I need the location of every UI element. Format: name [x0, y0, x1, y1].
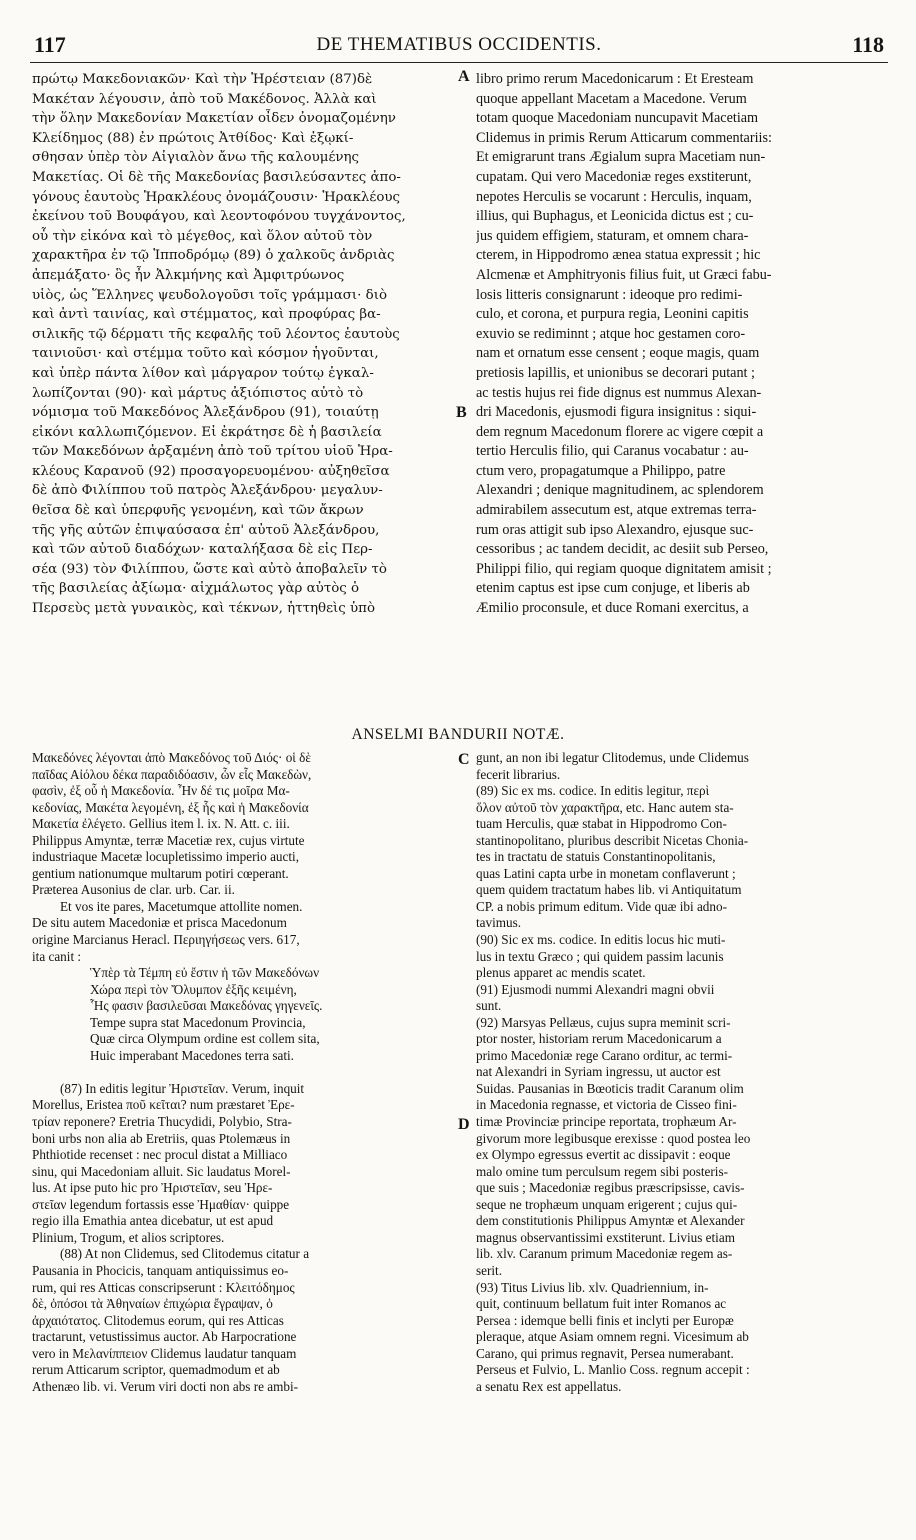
- latin-text-line: illius, qui Buphagus, et Leonicida dictus est ; cu-: [476, 208, 754, 225]
- left-page-number: 117: [34, 32, 66, 57]
- note-line: boni urbs non alia ab Eretriis, quas Ptolemæus in: [32, 1130, 291, 1146]
- note-line: industriaque Macetæ locupletissimo imperio aucti,: [32, 849, 299, 865]
- note-line: Pausania in Phocicis, tanquam antiquissimus eo-: [32, 1262, 289, 1278]
- notes-right-column: [476, 750, 888, 1395]
- latin-text-line: tertio Herculis filio, qui Caranus vocabatur : au-: [476, 443, 749, 460]
- note-line: ὅλον αὐτοῦ τὸν χαρακτῆρα, etc. Hanc autem sta-: [476, 799, 734, 815]
- note-line: nat Alexandri in Syriam ingressu, ut auctor est: [476, 1064, 721, 1080]
- note-line: in Macedonia regnasse, et victoria de Cisseo fini-: [476, 1097, 737, 1113]
- note-line: rerum Atticarum scriptor, quemadmodum et ab: [32, 1362, 280, 1378]
- greek-text-line: σέα (93) τὸν Φιλίππου, ὥστε καὶ αὐτὸ ἀποβαλεῖν τὸ: [32, 561, 387, 577]
- note-line: Μακετία ἐλέγετο. Gellius item l. ix. N. Att. c. iii.: [32, 816, 290, 832]
- greek-text-line: ἀπεμάξατο· ὃς ἦν Ἀλκμήνης καὶ Ἀμφιτρύωνος: [32, 267, 345, 283]
- greek-text-line: ταινιοῦσι· καὶ στέμμα τοῦτο καὶ κόσμον ἡγοῦνται,: [32, 346, 379, 362]
- note-line: Tempe supra stat Macedonum Provincia,: [90, 1014, 306, 1030]
- latin-text-line: admirabilem assecutum est, atque extremas terra-: [476, 502, 757, 519]
- notes-left-column: [32, 750, 460, 1395]
- greek-text-line: Κλείδημος (88) ἐν πρώτοις Ἀτθίδος· Καὶ ἐξῳκί-: [32, 130, 354, 146]
- greek-text-line: νόμισμα τοῦ Μακεδόνος Ἀλεξάνδρου (91), τοιαύτῃ: [32, 405, 379, 421]
- note-line: pleraque, atque Asiam omnem regni. Vicesimum ab: [476, 1329, 749, 1345]
- latin-text-line: cessoribus ; ac tandem decidit, ac desiit sub Perseo,: [476, 541, 769, 558]
- note-line: Suidas. Pausanias in Bœoticis tradit Caranum olim: [476, 1080, 744, 1096]
- greek-text-line: τῆς βασιλείας ἀξίωμα· αἰχμάλωτος γὰρ αὐτὸς ὁ: [32, 581, 360, 597]
- latin-text-line: cterem, in Hippodromo ænea statua expressit ; hic: [476, 247, 761, 264]
- latin-text-line: Et emigrarunt trans Ægialum supra Macetiam nun-: [476, 149, 766, 166]
- latin-text-line: pretiosis lapillis, et unionibus se decorari putant ;: [476, 364, 755, 381]
- latin-text-line: etenim captus est ipse cum conjuge, et liberis ab: [476, 580, 750, 597]
- greek-text-line: σιλικῆς τῷ δέρματι τῆς κεφαλῆς τοῦ λέοντος ἑαυτοὺς: [32, 326, 400, 342]
- note-line: παῖδας Αἰόλου δέκα παραδιδόασιν, ὧν εἷς Μακεδὼν,: [32, 766, 312, 782]
- note-line: lus. At ipse puto hic pro Ἠριστεῖαν, seu Ἠρε-: [32, 1180, 273, 1196]
- note-line: (93) Titus Livius lib. xlv. Quadriennium, in-: [476, 1279, 709, 1295]
- note-line: Athenæo lib. vi. Verum viri docti non abs re ambi-: [32, 1378, 299, 1394]
- note-line: Perseus et Fulvio, L. Manlio Coss. regnum accepit :: [476, 1362, 750, 1378]
- note-line: regio illa Emathia antea dicebatur, ut est apud: [32, 1213, 274, 1229]
- greek-text-line: καὶ ὑπὲρ πάντα λίθον καὶ μάργαρον τούτῳ ἐγκαλ-: [32, 365, 374, 381]
- latin-text-line: Æmilio proconsule, et duce Romani exercitus, a: [476, 600, 749, 617]
- greek-text-line: τὴν ὅλην Μακεδονίαν Μακετίαν οἶδεν ὀνομαζομένην: [32, 111, 396, 127]
- latin-text-line: culo, et corona, et purpura regia, Leonini capitis: [476, 306, 749, 323]
- note-line: (90) Sic ex ms. codice. In editis locus hic muti-: [476, 932, 726, 948]
- note-line: ptor noster, historiam rerum Macedonicarum a: [476, 1031, 722, 1047]
- note-line: Χώρα περὶ τὸν Ὄλυμπον ἐξῆς κειμένη,: [90, 981, 297, 997]
- greek-text-line: καὶ τῶν αὐτοῦ διαδόχων· καταλήξασα δὲ εἰς Περ-: [32, 542, 373, 558]
- latin-text-line: Alexandri ; denique magnitudinem, ac splendorem: [476, 482, 764, 499]
- note-line: (91) Ejusmodi nummi Alexandri magni obvii: [476, 981, 715, 997]
- greek-text-line: πρώτῳ Μακεδονιακῶν· Καὶ τὴν Ἠρέστειαν (87)δὲ: [32, 72, 373, 87]
- note-line: Præterea Ausonius de clar. urb. Car. ii.: [32, 882, 235, 898]
- greek-text-line: οὗ τὴν εἰκόνα καὶ τὸ μέγεθος, καὶ ὅλον αὐτοῦ τὸν: [32, 228, 373, 244]
- margin-marker-c: C: [458, 751, 470, 768]
- note-line: stantinopolitano, pluribus describit Nicetas Choniа-: [476, 832, 749, 848]
- greek-text-line: καὶ ἀντὶ ταινίας, καὶ στέμματος, καὶ προφύρας βα-: [32, 307, 381, 323]
- note-line: [32, 1064, 460, 1081]
- greek-text-line: σθησαν ὑπὲρ τὸν Αἰγιαλὸν ἄνω τῆς καλουμένης: [32, 150, 360, 166]
- note-line: φασὶν, ἐξ οὗ ἡ Μακεδονία. Ἦν δέ τις μοῖρα Μα-: [32, 783, 290, 799]
- note-line: (89) Sic ex ms. codice. In editis legitur, περὶ: [476, 783, 710, 799]
- note-line: givorum more legibusque erexisse : quod postea leo: [476, 1130, 751, 1146]
- latin-text-line: exuvio se rediminnt ; atque hoc gestamen coro-: [476, 325, 746, 342]
- note-line: timæ Provinciæ principe reportata, trophæum Ar-: [476, 1114, 737, 1130]
- note-line: Ἧς φασιν βασιλεῦσαι Μακεδόνας γηγενεῖς.: [90, 998, 323, 1014]
- note-line: Et vos ite pares, Macetumque attollite nomen.: [60, 898, 303, 914]
- note-line: plenus apparet ac mendis scatet.: [476, 965, 646, 981]
- latin-text-line: Alcmenæ et Amphitryonis filius fuit, ut Græci fabu-: [476, 266, 772, 283]
- note-line: tractarunt, vetustissimus auctor. Ab Harpocratione: [32, 1329, 297, 1345]
- note-line: gunt, an non ibi legatur Clitodemus, unde Clidemus: [476, 750, 749, 765]
- note-line: que suis ; Macedoniæ regibus præscripsisse, cavis-: [476, 1180, 745, 1196]
- note-line: rum, qui res Atticas conscripserunt : Κλειτόδημος: [32, 1279, 295, 1295]
- greek-text-line: Μακετίας. Οἱ δὲ τῆς Μακεδονίας βασιλεύσαντες ἀπο-: [32, 169, 401, 185]
- note-line: Quæ circa Olympum ordine est collem sita,: [90, 1031, 320, 1047]
- note-line: magnus observantissimi exstiterunt. Livius etiam: [476, 1229, 735, 1245]
- latin-text-line: Clidemus in primis Rerum Atticarum commentariis:: [476, 129, 772, 146]
- latin-text-line: rum oras attigit sub ipso Alexandro, ejusque suc-: [476, 521, 754, 538]
- note-line: De situ autem Macedoniæ et prisca Macedonum: [32, 915, 287, 931]
- note-line: (87) In editis legitur Ἠριστεῖαν. Verum, inquit: [60, 1080, 305, 1096]
- note-line: lib. xlv. Caranum primum Macedoniæ regem as-: [476, 1246, 733, 1262]
- note-line: τρίαν reponere? Eretria Thucydidi, Polybio, Stra-: [32, 1114, 292, 1130]
- note-line: Phthiotide recenset : nec procul distat a Milliaco: [32, 1147, 288, 1163]
- margin-marker-b: B: [456, 404, 467, 421]
- greek-text-line: Περσεὺς μετὰ γυναικὸς, καὶ τέκνων, ἡττηθεὶς ὑπὸ: [32, 601, 376, 617]
- note-line: serit.: [476, 1262, 503, 1278]
- greek-text-line: κλέους Καρανοῦ (92) προσαγορευομένου· αὐξηθεῖσα: [32, 463, 390, 479]
- latin-text-column: [476, 70, 888, 619]
- note-line: sinu, qui Macedoniam alluit. Sic laudatus Morel-: [32, 1163, 291, 1179]
- note-line: Carano, qui primus regnavit, Persea numerabant.: [476, 1345, 734, 1361]
- right-page-number: 118: [852, 32, 884, 57]
- greek-text-line: υἱὸς, ὡς Ἕλληνες ψευδολογοῦσι τοῖς γράμμασι· διὸ: [32, 287, 388, 303]
- note-line: dem constitutionis Philippus Amyntæ et Alexander: [476, 1213, 745, 1229]
- latin-text-line: totam quoque Macedoniam nuncupavit Macetiam: [476, 110, 759, 127]
- latin-text-line: nepotes Herculis se vocarunt : Herculis, inquam,: [476, 188, 752, 205]
- note-line: (92) Marsyas Pellæus, cujus supra meminit scri-: [476, 1014, 731, 1030]
- latin-text-line: libro primo rerum Macedonicarum : Et Eresteam: [476, 71, 754, 87]
- note-line: origine Marcianus Heracl. Περιηγήσεως vers. 617,: [32, 932, 300, 948]
- note-line: Morellus, Eristea ποῦ κεῖται? num præstaret Ἐρε-: [32, 1097, 295, 1113]
- note-line: lus in textu Græco ; qui quidem passim lacunis: [476, 948, 724, 964]
- running-header: [30, 30, 888, 63]
- greek-text-line: γόνους ἑαυτοὺς Ἡρακλέους ὀνομάζουσιν· Ἡρακλέους: [32, 189, 401, 205]
- note-line: quas Latini capta urbe in monetam conflaverunt ;: [476, 865, 736, 881]
- note-line: a senatu Rex est appellatus.: [476, 1378, 622, 1394]
- note-line: gentium nationumque multarum potiri cœperant.: [32, 865, 289, 881]
- note-line: Μακεδόνες λέγονται ἀπὸ Μακεδόνος τοῦ Διός· οἱ δὲ: [32, 750, 311, 765]
- note-line: vero in Μελανίππειον Clidemus laudatur tanquam: [32, 1345, 297, 1361]
- latin-text-line: jus quidem effigiem, staturam, et omnem chara-: [476, 227, 749, 244]
- greek-text-line: ἐκείνου τοῦ Βουφάγου, καὶ λεοντοφόνου τυγχάνοντος,: [32, 209, 406, 225]
- greek-text-line: τῆς γῆς αὐτῶν ἐπιψαύσασα ἐπ' αὐτοῦ Ἀλεξάνδρου,: [32, 522, 380, 538]
- margin-marker-d: D: [458, 1116, 470, 1133]
- note-line: tuam Herculis, quæ stabat in Hippodromo Con-: [476, 816, 727, 832]
- running-title: DE THEMATIBUS OCCIDENTIS.: [316, 34, 602, 55]
- note-line: sunt.: [476, 998, 502, 1014]
- note-line: (88) At non Clidemus, sed Clitodemus citatur a: [60, 1246, 310, 1262]
- greek-text-line: λωπίζονται (90)· καὶ μάρτυς ἀξιόπιστος αὐτὸ τὸ: [32, 385, 364, 401]
- latin-text-line: dri Macedonis, ejusmodi figura insignitus : siqui-: [476, 404, 757, 421]
- latin-text-line: Philippi filio, qui regiam quoque dignitatem amisit ;: [476, 560, 772, 577]
- note-line: quit, continuum bellatum fuit inter Romanos ac: [476, 1296, 727, 1312]
- note-line: δὲ, ὁπόσοι τὰ Ἀθηναίων ἐπιχώρια ἔγραψαν, ὁ: [32, 1296, 273, 1312]
- note-line: ita canit :: [32, 948, 82, 964]
- note-line: κεδονίας, Μακέτα λεγομένη, ἐξ ἧς καὶ ἡ Μακεδονία: [32, 799, 309, 815]
- note-line: Huic imperabant Macedones terra sati.: [90, 1047, 294, 1063]
- greek-text-line: θεῖσα δὲ καὶ ὑπερφυῆς γενομένη, καὶ τῶν ἄκρων: [32, 503, 364, 519]
- margin-marker-a: A: [458, 68, 470, 85]
- greek-text-line: χαρακτῆρα ἐν τῷ Ἱπποδρόμῳ (89) ὁ χαλκοῦς ἀνδριὰς: [32, 248, 395, 264]
- greek-text-line: Μακέταν λέγουσιν, ἀπὸ τοῦ Μακέδονος. Ἀλλὰ καὶ: [32, 91, 377, 107]
- latin-text-line: dem regnum Macedonum florere ac vigere cœpit a: [476, 423, 764, 440]
- note-line: Ὑπὲρ τὰ Τέμπη εὐ ἔστιν ἡ τῶν Μακεδόνων: [90, 965, 320, 981]
- greek-text-line: δὲ ἀπὸ Φιλίππου τοῦ πατρὸς Ἀλεξάνδρου· μεγαλυν-: [32, 483, 383, 499]
- latin-text-line: cupatam. Qui vero Macedoniæ reges exstiterunt,: [476, 168, 752, 185]
- note-line: tes in tractatu de statuis Constantinopolitanis,: [476, 849, 716, 865]
- note-line: tavimus.: [476, 915, 522, 931]
- note-line: CP. a nobis primum editum. Vide quæ ibi adno-: [476, 898, 727, 914]
- latin-text-line: ac testis hujus rei fide dignus est nummus Alexan-: [476, 384, 762, 401]
- note-line: στεῖαν legendum fortassis esse Ἠμαθίαν· quippe: [32, 1196, 290, 1212]
- latin-text-line: ctum vero, propagatumque a Philippo, patre: [476, 462, 726, 479]
- latin-text-line: quoque appellant Macetam a Macedone. Verum: [476, 90, 747, 107]
- notes-heading: ANSELMI BANDURII NOTÆ.: [351, 726, 565, 743]
- note-line: Persea : idemque belli finis et inclyti per Europæ: [476, 1312, 734, 1328]
- note-line: malo omine tum perculsum regem sibi posteris-: [476, 1163, 728, 1179]
- note-line: Plinium, Trogum, et alios scriptores.: [32, 1229, 225, 1245]
- latin-text-line: losis litteris consignarunt : ideoque pro redimi-: [476, 286, 743, 303]
- latin-text-line: nam et ornatum esse censent ; eoque magis, quam: [476, 345, 760, 362]
- note-line: primo Macedoniæ rege Carano orditur, ac termi-: [476, 1047, 733, 1063]
- note-line: ex Olympo egressus evertit ac dissipavit : eoque: [476, 1147, 731, 1163]
- greek-text-line: τῶν Μακεδόνων ἀρξαμένη ἀπὸ τοῦ τρίτου υἱοῦ Ἡρα-: [32, 444, 393, 460]
- greek-text-line: εἰκόνι καλλωπιζόμενον. Εἰ ἐκράτησε δὲ ἡ βασιλεία: [32, 424, 382, 440]
- note-line: fecerit librarius.: [476, 766, 561, 782]
- note-line: Philippus Amyntæ, terræ Macetiæ rex, cujus virtute: [32, 832, 305, 848]
- note-line: quem quidem tractatum habes lib. vi Antiquitatum: [476, 882, 742, 898]
- greek-text-column: [32, 70, 459, 619]
- note-line: seque ne trophæum unquam erigerent ; cujus qui-: [476, 1196, 738, 1212]
- note-line: ἀρχαιότατος. Clitodemus eorum, qui res Atticas: [32, 1312, 284, 1328]
